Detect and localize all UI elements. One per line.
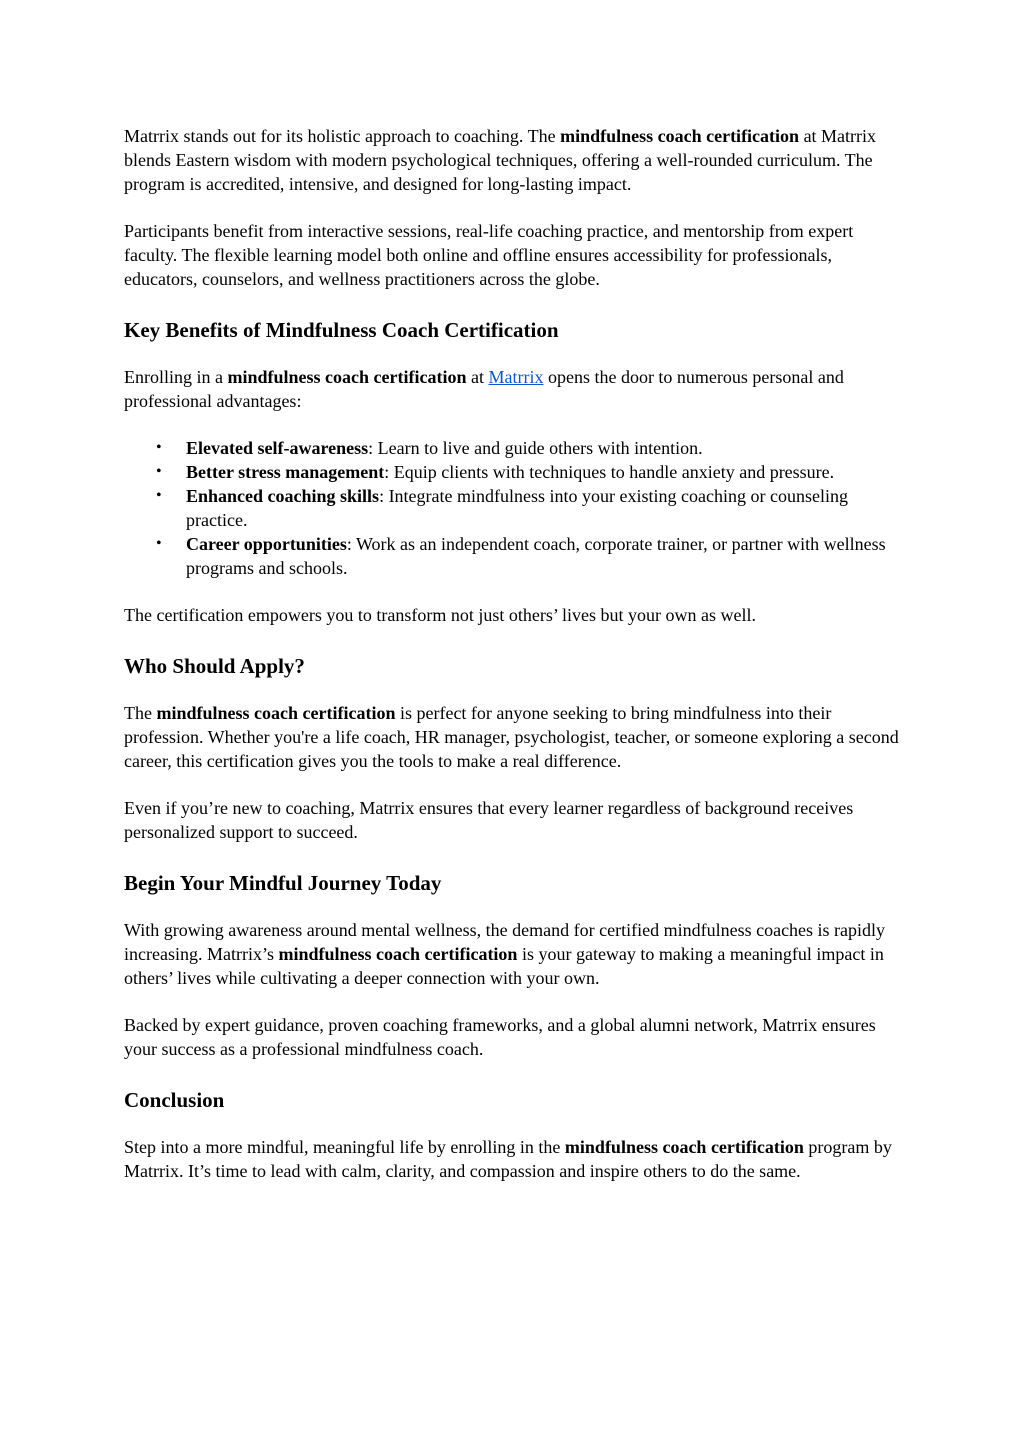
keyword-bold: mindfulness coach certification <box>156 703 396 723</box>
list-item: • Elevated self-awareness: Learn to live and guide others with intention. <box>156 438 703 458</box>
document-page <box>124 124 902 1206</box>
list-item: • Enhanced coaching skills: Integrate mindfulness into your existing coaching or counseling practice. <box>156 486 848 530</box>
keyword-bold: mindfulness coach certification <box>227 367 467 387</box>
keyword-bold: mindfulness coach certification <box>278 944 518 964</box>
matrrix-link[interactable]: Matrrix <box>488 367 544 387</box>
intro-paragraph: Matrrix stands out for its holistic approach to coaching. The mindfulness coach certification at Matrrix blends Eastern wisdom with modern psychological techniques, offering a well-rounded curriculum. The program is accredited, intensive, and designed for long-lasting impact. <box>124 126 877 194</box>
participants-paragraph: Participants benefit from interactive sessions, real-life coaching practice, and mentorship from expert faculty. The flexible learning model both online and offline ensures accessibility for professionals, educators, counselors, and wellness practitioners across the globe. <box>124 221 854 289</box>
bullet-icon: • <box>156 535 162 552</box>
keyword-bold: mindfulness coach certification <box>564 1137 804 1157</box>
empowers-paragraph: The certification empowers you to transform not just others’ lives but your own as well. <box>124 605 757 625</box>
benefits-list <box>124 436 902 580</box>
heading-key-benefits: Key Benefits of Mindfulness Coach Certification <box>124 318 559 342</box>
bullet-icon: • <box>156 439 162 456</box>
new-to-coaching-paragraph: Even if you’re new to coaching, Matrrix ensures that every learner regardless of background receives personalized support to succeed. <box>124 798 854 842</box>
keyword-bold: mindfulness coach certification <box>560 126 800 146</box>
heading-conclusion: Conclusion <box>124 1088 225 1112</box>
list-item: • Career opportunities: Work as an independent coach, corporate trainer, or partner with wellness programs and schools. <box>156 534 886 578</box>
growing-awareness-paragraph: With growing awareness around mental wellness, the demand for certified mindfulness coaches is rapidly increasing. Matrrix’s mindfulness coach certification is your gateway to making a meaningful impact in others’ lives while cultivating a deeper connection with your own. <box>124 920 886 988</box>
bullet-icon: • <box>156 463 162 480</box>
apply-paragraph: The mindfulness coach certification is perfect for anyone seeking to bring mindfulness into their profession. Whether you're a life coach, HR manager, psychologist, teacher, or someone exploring a second career, this certification gives you the tools to make a real difference. <box>124 703 899 771</box>
heading-who-should-apply: Who Should Apply? <box>124 654 305 678</box>
list-item: • Better stress management: Equip clients with techniques to handle anxiety and pressure. <box>156 462 835 482</box>
conclusion-paragraph: Step into a more mindful, meaningful life by enrolling in the mindfulness coach certification program by Matrrix. It’s time to lead with calm, clarity, and compassion and inspire others to do the same. <box>124 1137 892 1181</box>
backed-by-paragraph: Backed by expert guidance, proven coaching frameworks, and a global alumni network, Matrrix ensures your success as a professional mindfulness coach. <box>124 1015 876 1059</box>
enrolling-paragraph: Enrolling in a mindfulness coach certification at Matrrix opens the door to numerous personal and professional advantages: <box>124 367 844 411</box>
bullet-icon: • <box>156 487 162 504</box>
heading-begin-journey: Begin Your Mindful Journey Today <box>124 871 442 895</box>
